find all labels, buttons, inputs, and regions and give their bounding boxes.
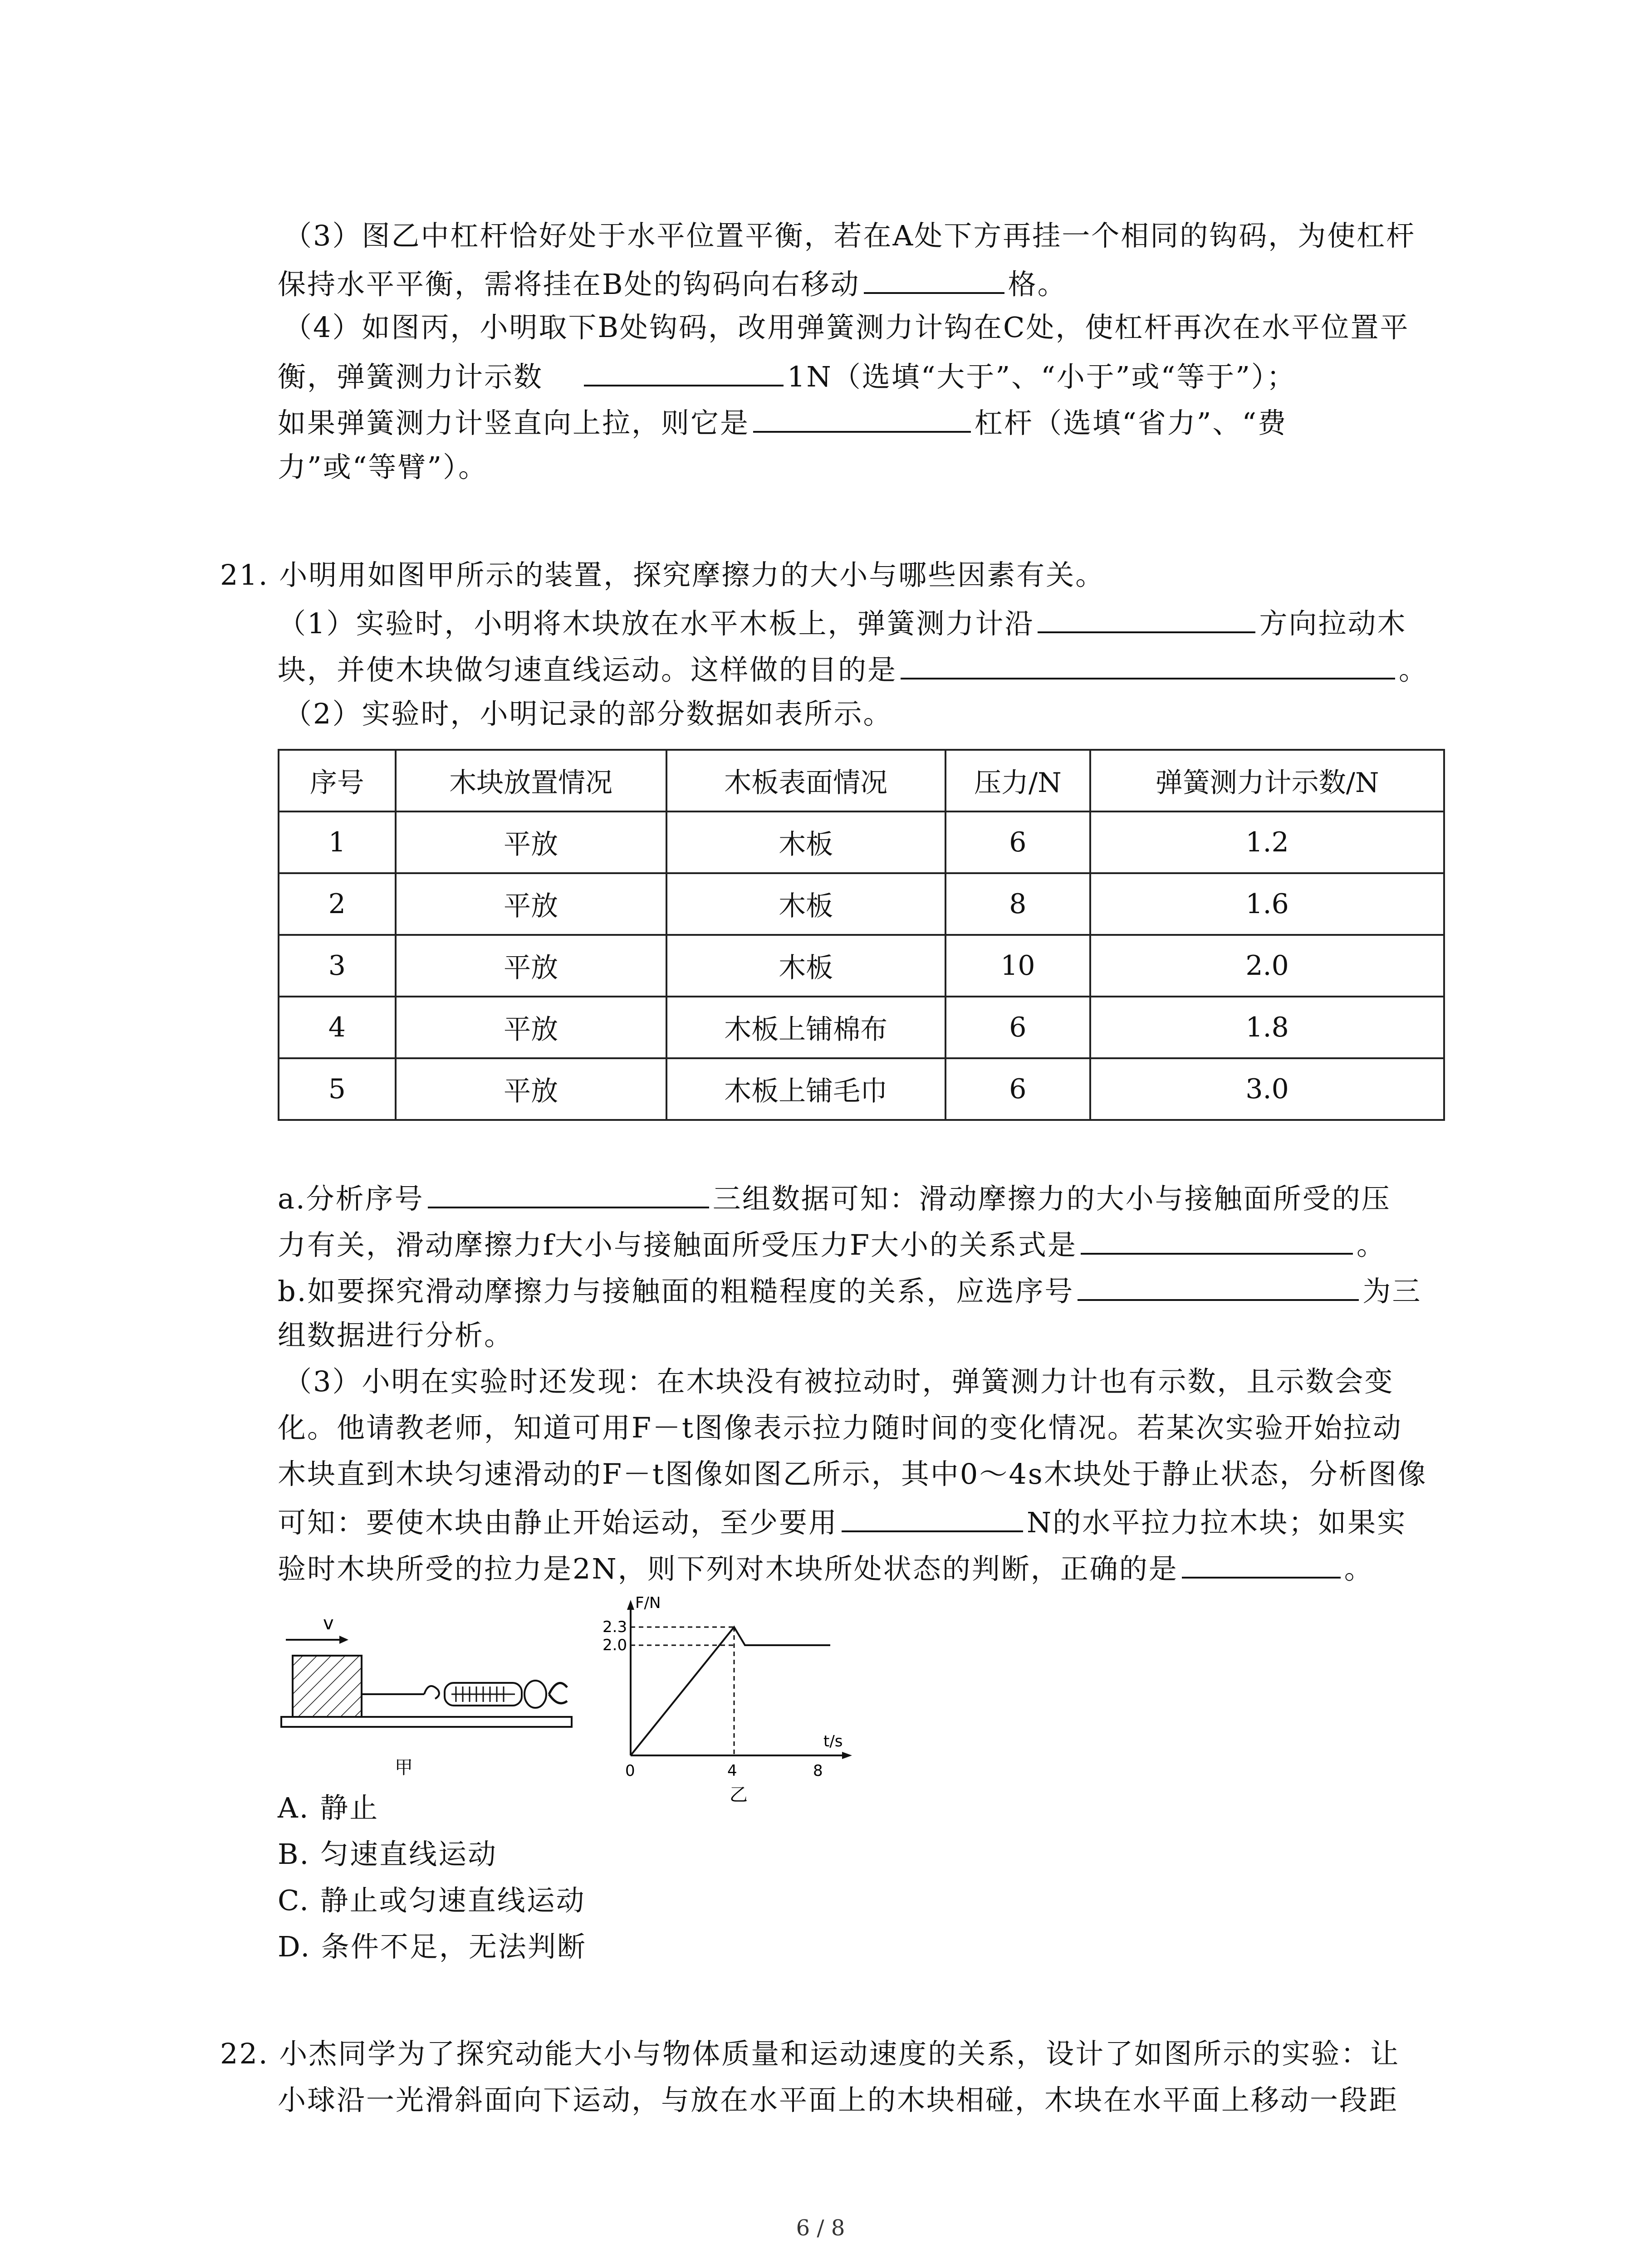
table-cell: 平放 [396, 1058, 666, 1120]
q21-p3-line2: 化。他请教老师，知道可用F－t图像表示拉力随时间的变化情况。若某次实验开始拉动 [278, 1411, 1402, 1444]
q22-line2: 小球沿一光滑斜面向下运动，与放在水平面上的木块相碰，木块在水平面上移动一段距 [278, 2083, 1399, 2116]
page-number: 6 / 8 [796, 2215, 845, 2241]
data-table [278, 749, 1445, 1121]
q21-p3-line5: 验时木块所受的拉力是2N，则下列对木块所处状态的判断，正确的是 。 [278, 1549, 1374, 1587]
x-tick-label: 4 [727, 1762, 737, 1780]
q21-a-line2: 力有关，滑动摩擦力f大小与接触面所受压力F大小的关系式是 。 [278, 1225, 1386, 1263]
table-row [279, 1058, 1444, 1120]
table-cell: 2.0 [1090, 935, 1444, 997]
velocity-label: v [323, 1613, 334, 1634]
q21-stem: 21. 小明用如图甲所示的装置，探究摩擦力的大小与哪些因素有关。 [220, 558, 1105, 591]
table-row [279, 935, 1444, 997]
x-tick-label: 0 [625, 1762, 635, 1780]
horizontal-board [281, 1717, 572, 1727]
x-axis-label: t/s [823, 1732, 843, 1750]
answer-blank[interactable] [842, 1502, 1023, 1532]
q21-p2-line: （2）实验时，小明记录的部分数据如表所示。 [284, 697, 893, 730]
answer-blank[interactable] [864, 264, 1004, 294]
table-cell: 1.8 [1090, 997, 1444, 1058]
q21-a-line1: a.分析序号 三组数据可知：滑动摩擦力的大小与接触面所受的压 [278, 1178, 1391, 1217]
answer-blank[interactable] [428, 1178, 709, 1208]
option-a: A. 静止 [278, 1791, 379, 1824]
q20-p4-line2: 衡，弹簧测力计示数 1N（选填“大于”、“小于”或“等于”）； [278, 357, 1296, 395]
table-cell: 平放 [396, 935, 666, 997]
q20-p3-line1: （3）图乙中杠杆恰好处于水平位置平衡，若在A处下方再挂一个相同的钩码，为使杠杆 [284, 219, 1416, 252]
table-header-cell: 序号 [279, 750, 396, 811]
figure-jia-caption: 甲 [395, 1757, 413, 1778]
q22-line1: 22. 小杰同学为了探究动能大小与物体质量和运动速度的关系，设计了如图所示的实验：让 [220, 2037, 1400, 2070]
q20-p4-line4: 力”或“等臂”）。 [278, 450, 488, 484]
answer-blank[interactable] [1078, 1271, 1359, 1301]
table-header-cell: 压力/N [945, 750, 1091, 811]
q21-p3-line1: （3）小明在实验时还发现：在木块没有被拉动时，弹簧测力计也有示数，且示数会变 [284, 1365, 1394, 1398]
table-cell: 平放 [396, 811, 666, 873]
table-cell: 2 [279, 873, 396, 935]
q20-p4-line3: 如果弹簧测力计竖直向上拉，则它是 杠杆（选填“省力”、“费 [278, 403, 1287, 441]
y-tick-label: 2.3 [603, 1618, 627, 1636]
table-cell: 1.6 [1090, 873, 1444, 935]
table-cell: 6 [945, 997, 1091, 1058]
q20-p3-line2: 保持水平平衡，需将挂在B处的钩码向右移动 格。 [278, 264, 1067, 303]
table-header-cell: 木块放置情况 [396, 750, 666, 811]
scale-hook [424, 1686, 439, 1699]
table-cell: 平放 [396, 873, 666, 935]
velocity-arrowhead [339, 1636, 348, 1644]
figure-jia [272, 1601, 599, 1792]
wooden-block [293, 1656, 362, 1717]
hand-grip [549, 1683, 567, 1703]
table-cell: 8 [945, 873, 1091, 935]
table-cell: 木板上铺棉布 [666, 997, 945, 1058]
table-header-cell: 木板表面情况 [666, 750, 945, 811]
y-axis-label: F/N [635, 1594, 661, 1612]
table-cell: 1.2 [1090, 811, 1444, 873]
table-cell: 平放 [396, 997, 666, 1058]
table-row [279, 997, 1444, 1058]
answer-blank[interactable] [753, 403, 971, 433]
q21-p1-line2: 块，并使木块做匀速直线运动。这样做的目的是 。 [278, 650, 1428, 688]
option-d: D. 条件不足，无法判断 [278, 1930, 587, 1963]
table-cell: 1 [279, 811, 396, 873]
option-b: B. 匀速直线运动 [278, 1838, 497, 1871]
table-cell: 木板上铺毛巾 [666, 1058, 945, 1120]
figure-yi-caption: 乙 [730, 1784, 748, 1805]
q20-p4-line1: （4）如图丙，小明取下B处钩码，改用弹簧测力计钩在C处，使杠杆再次在水平位置平 [284, 311, 1410, 344]
q21-p3-line4: 可知：要使木块由静止开始运动，至少要用 N的水平拉力拉木块；如果实 [278, 1502, 1406, 1541]
q21-p1-line1: （1）实验时，小明将木块放在水平木板上，弹簧测力计沿 方向拉动木 [278, 603, 1406, 642]
table-cell: 10 [945, 935, 1091, 997]
y-tick-label: 2.0 [603, 1636, 627, 1654]
answer-blank[interactable] [1081, 1225, 1353, 1255]
table-cell: 3.0 [1090, 1058, 1444, 1120]
answer-blank[interactable] [1038, 603, 1255, 633]
table-cell: 木板 [666, 811, 945, 873]
table-row [279, 873, 1444, 935]
table-cell: 5 [279, 1058, 396, 1120]
table-header-cell: 弹簧测力计示数/N [1090, 750, 1444, 811]
table-row [279, 811, 1444, 873]
answer-blank[interactable] [1182, 1549, 1341, 1579]
table-cell: 6 [945, 811, 1091, 873]
scale-ring [524, 1681, 546, 1708]
q21-b-line1: b.如要探究滑动摩擦力与接触面的粗糙程度的关系，应选序号 为三 [278, 1271, 1421, 1310]
table-cell: 4 [279, 997, 396, 1058]
table-cell: 木板 [666, 873, 945, 935]
table-cell: 木板 [666, 935, 945, 997]
answer-blank[interactable] [901, 650, 1395, 679]
figure-yi-graph [590, 1590, 871, 1808]
option-c: C. 静止或匀速直线运动 [278, 1884, 586, 1917]
table-header-row [279, 750, 1444, 811]
x-tick-label: 8 [813, 1762, 823, 1780]
q21-b-line2: 组数据进行分析。 [278, 1319, 514, 1352]
force-curve [631, 1627, 830, 1755]
table-cell: 6 [945, 1058, 1091, 1120]
q21-p3-line3: 木块直到木块匀速滑动的F－t图像如图乙所示，其中0～4s木块处于静止状态，分析图像 [278, 1457, 1427, 1491]
answer-blank[interactable] [584, 357, 784, 386]
table-cell: 3 [279, 935, 396, 997]
